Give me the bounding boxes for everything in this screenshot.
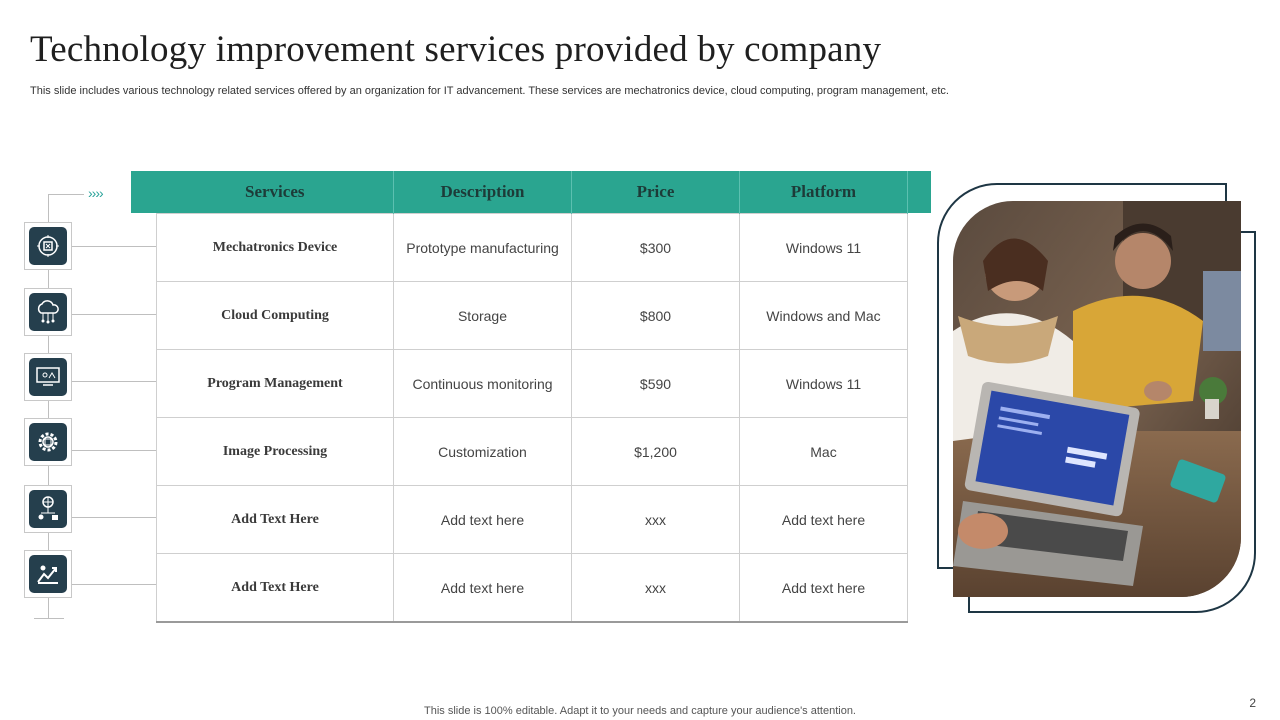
platform-cell: Mac (740, 418, 908, 486)
price-cell: xxx (572, 554, 740, 623)
slide-subtitle: This slide includes various technology related services offered by an organization for IT advancement. These services are mechatronics device, cloud computing, program management, etc. (30, 85, 949, 97)
connector-line (48, 194, 84, 195)
page-number: 2 (1249, 696, 1256, 710)
slide-title: Technology improvement services provided by company (30, 29, 882, 70)
header-platform: Platform (740, 171, 908, 214)
icon-connector-line (72, 246, 156, 247)
table-header-row (157, 171, 908, 214)
slide-footer: This slide is 100% editable. Adapt it to your needs and capture your audience's attention. (424, 705, 856, 717)
table-row (157, 214, 908, 282)
service-cell: Add Text Here (157, 486, 394, 554)
table-row (157, 486, 908, 554)
price-cell: $1,200 (572, 418, 740, 486)
description-cell: Storage (394, 282, 572, 350)
header-description: Description (394, 171, 572, 214)
network-nodes-icon (35, 495, 61, 523)
services-table (156, 171, 908, 623)
header-price: Price (572, 171, 740, 214)
platform-cell: Windows and Mac (740, 282, 908, 350)
price-cell: xxx (572, 486, 740, 554)
price-cell: $590 (572, 350, 740, 418)
network-icon-box (24, 485, 72, 533)
platform-cell: Add text here (740, 486, 908, 554)
growth-chart-icon (35, 562, 61, 586)
icon-connector-line (72, 381, 156, 382)
monitor-icon (35, 365, 61, 389)
gear-image-icon (35, 429, 61, 455)
gear-icon-box (24, 418, 72, 466)
icon-connector-line (72, 517, 156, 518)
chip-icon (35, 233, 61, 259)
platform-cell: Add text here (740, 554, 908, 623)
service-cell: Cloud Computing (157, 282, 394, 350)
service-cell: Program Management (157, 350, 394, 418)
monitor-icon-box (24, 353, 72, 401)
chevron-arrows-icon: ›››› (88, 185, 103, 201)
description-cell: Continuous monitoring (394, 350, 572, 418)
service-cell: Image Processing (157, 418, 394, 486)
header-services: Services (157, 171, 394, 214)
cloud-icon-box (24, 288, 72, 336)
photo-illustration (953, 201, 1241, 597)
icon-connector-line (72, 584, 156, 585)
table-row (157, 282, 908, 350)
service-cell: Mechatronics Device (157, 214, 394, 282)
platform-cell: Windows 11 (740, 214, 908, 282)
timeline-foot-line (34, 618, 64, 619)
platform-cell: Windows 11 (740, 350, 908, 418)
icon-connector-line (72, 314, 156, 315)
table-row (157, 418, 908, 486)
description-cell: Add text here (394, 486, 572, 554)
cloud-network-icon (34, 299, 62, 325)
table-row (157, 554, 908, 623)
table-row (157, 350, 908, 418)
chip-icon-box (24, 222, 72, 270)
description-cell: Customization (394, 418, 572, 486)
growth-icon-box (24, 550, 72, 598)
description-cell: Add text here (394, 554, 572, 623)
description-cell: Prototype manufacturing (394, 214, 572, 282)
service-cell: Add Text Here (157, 554, 394, 623)
price-cell: $800 (572, 282, 740, 350)
icon-connector-line (72, 450, 156, 451)
team-meeting-photo (953, 201, 1241, 597)
price-cell: $300 (572, 214, 740, 282)
